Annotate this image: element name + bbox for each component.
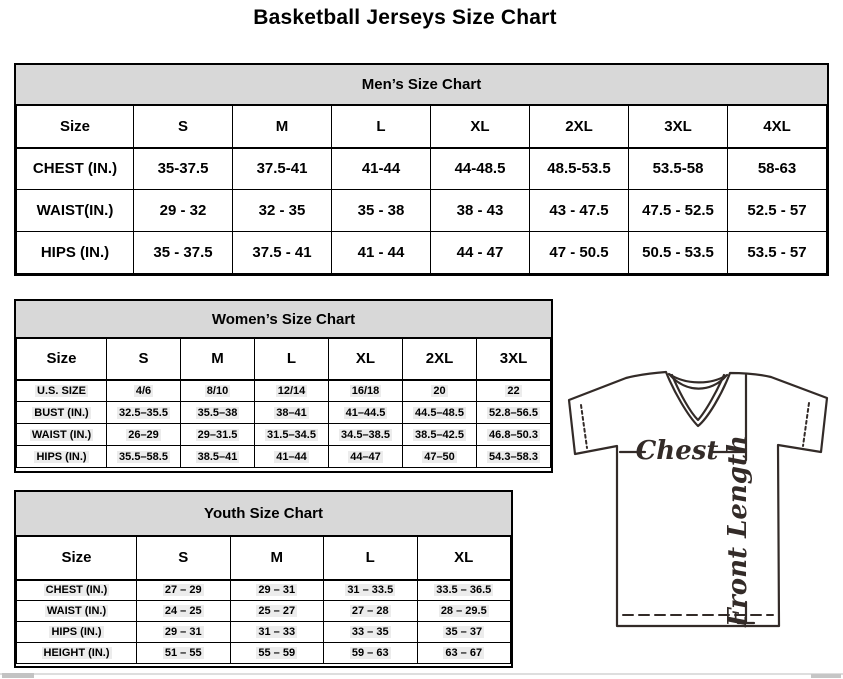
size-value: 41–44	[255, 446, 329, 468]
row-label: WAIST (IN.)	[17, 424, 107, 446]
size-value: 32.5–35.5	[107, 402, 181, 424]
table-row	[17, 643, 511, 664]
size-value: 28 – 29.5	[417, 601, 511, 622]
size-value: 51 – 55	[137, 643, 231, 664]
column-header: 4XL	[728, 106, 827, 148]
horizontal-scrollbar[interactable]	[0, 672, 843, 679]
size-value: 35 – 37	[417, 622, 511, 643]
size-value: 47–50	[403, 446, 477, 468]
column-header: S	[134, 106, 233, 148]
mens-table-grid	[16, 105, 827, 274]
size-header: Size	[17, 537, 137, 580]
mens-table-title: Men’s Size Chart	[16, 65, 827, 105]
youth-table-grid	[16, 536, 511, 664]
table-row	[17, 424, 551, 446]
size-value: 12/14	[255, 380, 329, 402]
front-length-label: Front Length	[723, 435, 753, 627]
column-header: 2XL	[530, 106, 629, 148]
size-value: 33.5 – 36.5	[417, 580, 511, 601]
size-value: 44.5–48.5	[403, 402, 477, 424]
row-label: CHEST (IN.)	[17, 580, 137, 601]
size-value: 41 - 44	[332, 232, 431, 274]
table-row	[17, 402, 551, 424]
table-row	[17, 601, 511, 622]
column-header: L	[324, 537, 418, 580]
size-value: 46.8–50.3	[477, 424, 551, 446]
size-value: 55 – 59	[230, 643, 324, 664]
jersey-measurement-diagram	[556, 362, 842, 654]
column-header: S	[107, 339, 181, 380]
size-value: 58-63	[728, 148, 827, 190]
size-value: 29 - 32	[134, 190, 233, 232]
size-value: 43 - 47.5	[530, 190, 629, 232]
table-row	[17, 190, 827, 232]
size-value: 44 - 47	[431, 232, 530, 274]
size-value: 4/6	[107, 380, 181, 402]
youth-table-title: Youth Size Chart	[16, 492, 511, 536]
table-row	[17, 232, 827, 274]
column-header: XL	[431, 106, 530, 148]
size-value: 35.5–38	[181, 402, 255, 424]
column-header: M	[233, 106, 332, 148]
table-row	[17, 380, 551, 402]
row-label: HIPS (IN.)	[17, 622, 137, 643]
size-value: 16/18	[329, 380, 403, 402]
row-label: CHEST (IN.)	[17, 148, 134, 190]
size-value: 31.5–34.5	[255, 424, 329, 446]
size-value: 44–47	[329, 446, 403, 468]
womens-size-chart-table	[14, 299, 553, 473]
scrollbar-left-thumb[interactable]	[2, 673, 34, 678]
size-value: 38 - 43	[431, 190, 530, 232]
row-label: WAIST(IN.)	[17, 190, 134, 232]
size-value: 33 – 35	[324, 622, 418, 643]
column-header: M	[181, 339, 255, 380]
size-value: 31 – 33.5	[324, 580, 418, 601]
size-value: 48.5-53.5	[530, 148, 629, 190]
size-value: 35 - 37.5	[134, 232, 233, 274]
page-title: Basketball Jerseys Size Chart	[253, 6, 557, 29]
size-header: Size	[17, 339, 107, 380]
size-value: 59 – 63	[324, 643, 418, 664]
column-header: 2XL	[403, 339, 477, 380]
size-value: 41–44.5	[329, 402, 403, 424]
youth-size-chart-table	[14, 490, 513, 668]
size-value: 27 – 28	[324, 601, 418, 622]
size-value: 54.3–58.3	[477, 446, 551, 468]
womens-table-grid	[16, 338, 551, 468]
column-header: XL	[417, 537, 511, 580]
row-label: HEIGHT (IN.)	[17, 643, 137, 664]
size-value: 63 – 67	[417, 643, 511, 664]
column-header: 3XL	[477, 339, 551, 380]
row-label: WAIST (IN.)	[17, 601, 137, 622]
size-value: 25 – 27	[230, 601, 324, 622]
size-value: 24 – 25	[137, 601, 231, 622]
column-header: XL	[329, 339, 403, 380]
row-label: BUST (IN.)	[17, 402, 107, 424]
size-value: 32 - 35	[233, 190, 332, 232]
row-label: HIPS (IN.)	[17, 446, 107, 468]
size-value: 38.5–42.5	[403, 424, 477, 446]
table-row	[17, 446, 551, 468]
size-value: 29 – 31	[230, 580, 324, 601]
table-row	[17, 622, 511, 643]
size-value: 8/10	[181, 380, 255, 402]
column-header: S	[137, 537, 231, 580]
size-value: 35 - 38	[332, 190, 431, 232]
size-value: 35.5–58.5	[107, 446, 181, 468]
size-value: 38.5–41	[181, 446, 255, 468]
size-value: 35-37.5	[134, 148, 233, 190]
size-header: Size	[17, 106, 134, 148]
chest-label: Chest	[635, 436, 719, 466]
table-row	[17, 148, 827, 190]
size-value: 50.5 - 53.5	[629, 232, 728, 274]
size-value: 20	[403, 380, 477, 402]
size-value: 37.5-41	[233, 148, 332, 190]
size-value: 52.5 - 57	[728, 190, 827, 232]
mens-size-chart-table	[14, 63, 829, 276]
size-value: 27 – 29	[137, 580, 231, 601]
size-value: 44-48.5	[431, 148, 530, 190]
size-value: 22	[477, 380, 551, 402]
row-label: HIPS (IN.)	[17, 232, 134, 274]
table-row	[17, 580, 511, 601]
size-value: 53.5-58	[629, 148, 728, 190]
size-value: 38–41	[255, 402, 329, 424]
row-label: U.S. SIZE	[17, 380, 107, 402]
column-header: 3XL	[629, 106, 728, 148]
column-header: L	[255, 339, 329, 380]
size-value: 47 - 50.5	[530, 232, 629, 274]
size-value: 41-44	[332, 148, 431, 190]
header-row	[17, 106, 827, 148]
column-header: L	[332, 106, 431, 148]
jersey-outline-shape	[569, 372, 827, 626]
womens-table-title: Women’s Size Chart	[16, 301, 551, 338]
header-row	[17, 537, 511, 580]
scrollbar-track[interactable]	[0, 673, 843, 675]
size-value: 34.5–38.5	[329, 424, 403, 446]
header-row	[17, 339, 551, 380]
scrollbar-right-thumb[interactable]	[811, 674, 841, 678]
size-value: 53.5 - 57	[728, 232, 827, 274]
column-header: M	[230, 537, 324, 580]
size-value: 29–31.5	[181, 424, 255, 446]
size-value: 47.5 - 52.5	[629, 190, 728, 232]
size-value: 26–29	[107, 424, 181, 446]
size-value: 31 – 33	[230, 622, 324, 643]
size-value: 37.5 - 41	[233, 232, 332, 274]
size-value: 52.8–56.5	[477, 402, 551, 424]
size-value: 29 – 31	[137, 622, 231, 643]
